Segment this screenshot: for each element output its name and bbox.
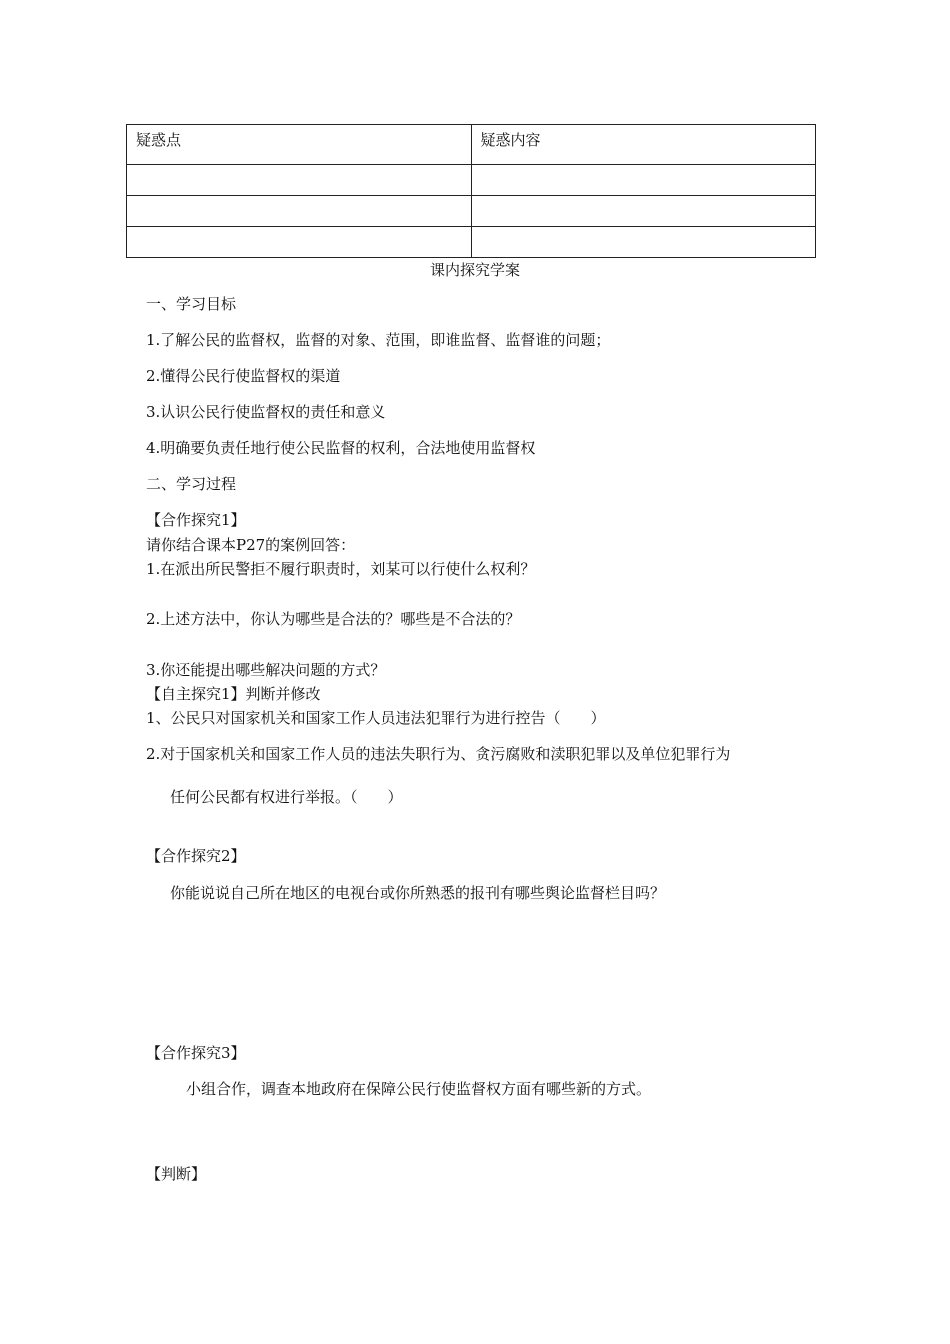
question-text: 3.你还能提出哪些解决问题的方式？ [146, 661, 386, 679]
table-header-cell: 疑惑点 [127, 125, 472, 165]
goal-item: 2.懂得公民行使监督权的渠道 [146, 367, 341, 385]
doubt-table [126, 124, 816, 258]
question-text: 任何公民都有权进行举报。（ ） [170, 788, 403, 806]
section-heading: 二、学习过程 [146, 475, 237, 493]
table-cell [127, 165, 472, 196]
question-text: 2.对于国家机关和国家工作人员的违法失职行为、贪污腐败和渎职犯罪以及单位犯罪行为 [146, 745, 731, 763]
activity-label: 【合作探究3】 [146, 1044, 246, 1062]
activity-label: 【判断】 [146, 1165, 207, 1183]
page-title: 课内探究学案 [429, 261, 520, 279]
question-text: 1.在派出所民警拒不履行职责时，刘某可以行使什么权利？ [146, 560, 536, 578]
table-cell [127, 196, 472, 227]
table-cell [471, 165, 816, 196]
table-row [127, 227, 816, 258]
table-row [127, 196, 816, 227]
table-row [127, 165, 816, 196]
activity-label: 【自主探究1】判断并修改 [146, 685, 321, 703]
goal-item: 4.明确要负责任地行使公民监督的权利，合法地使用监督权 [146, 439, 536, 457]
goal-item: 3.认识公民行使监督权的责任和意义 [146, 403, 386, 421]
goal-item: 1.了解公民的监督权，监督的对象、范围，即谁监督、监督谁的问题； [146, 331, 611, 349]
question-text: 你能说说自己所在地区的电视台或你所熟悉的报刊有哪些舆论监督栏目吗？ [170, 884, 666, 902]
table-cell [471, 196, 816, 227]
activity-label: 【合作探究1】 [146, 511, 246, 529]
section-heading: 一、学习目标 [146, 295, 237, 313]
table-cell [471, 227, 816, 258]
table-header-row [127, 125, 816, 165]
activity-label: 【合作探究2】 [146, 847, 246, 865]
table-header-cell: 疑惑内容 [471, 125, 816, 165]
question-text: 2.上述方法中，你认为哪些是合法的？哪些是不合法的？ [146, 610, 521, 628]
question-text: 1、公民只对国家机关和国家工作人员违法犯罪行为进行控告（ ） [146, 709, 606, 727]
table-cell [127, 227, 472, 258]
question-text: 小组合作，调查本地政府在保障公民行使监督权方面有哪些新的方式。 [186, 1080, 652, 1098]
activity-intro: 请你结合课本P27的案例回答： [146, 536, 356, 554]
